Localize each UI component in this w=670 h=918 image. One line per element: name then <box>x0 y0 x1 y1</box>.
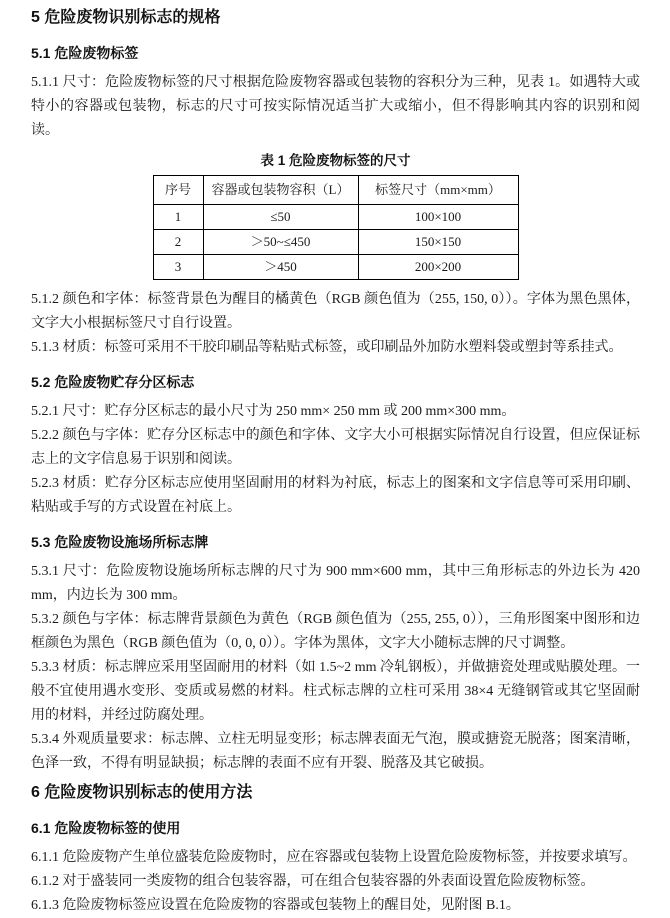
table-cell: 100×100 <box>358 205 518 230</box>
table-cell: ＞50~≤450 <box>203 230 358 255</box>
clause-5-1-3: 5.1.3 材质：标签可采用不干胶印刷品等粘贴式标签，或印刷品外加防水塑料袋或塑封等系挂式。 <box>31 340 623 355</box>
table-header-row <box>153 176 518 205</box>
table-1-caption: 表 1 危险废物标签的尺寸 <box>260 153 411 168</box>
table-cell: 2 <box>153 230 203 255</box>
table-cell: 200×200 <box>358 255 518 280</box>
clause-5-2-3: 5.2.3 材质：贮存分区标志应使用坚固耐用的材料为衬底，标志上的图案和文字信息等可采用印刷、粘贴或手写的方式设置在衬底上。 <box>31 476 640 515</box>
clause-6-1-2: 6.1.2 对于盛装同一类废物的组合包装容器，可在组合包装容器的外表面设置危险废物标签。 <box>31 874 595 889</box>
table-header-volume: 容器或包装物容积（L） <box>203 176 358 205</box>
section-5-3-heading: 5.3 危险废物设施场所标志牌 <box>31 534 209 550</box>
table-cell: 1 <box>153 205 203 230</box>
clause-5-3-3: 5.3.3 材质：标志牌应采用坚固耐用的材料（如 1.5~2 mm 冷轧钢板），并做搪瓷处理或贴膜处理。一般不宜使用遇水变形、变质或易燃的材料。柱式标志牌的立柱可采用 38×4 无缝钢管或其它坚固耐用的材料，并经过防腐处理。 <box>31 660 640 723</box>
clause-5-3-4: 5.3.4 外观质量要求：标志牌、立柱无明显变形；标志牌表面无气泡，膜或搪瓷无脱落；图案清晰，色泽一致，不得有明显缺损；标志牌的表面不应有开裂、脱落及其它破损。 <box>31 732 640 771</box>
clause-5-3-2: 5.3.2 颜色与字体：标志牌背景颜色为黄色（RGB 颜色值为（255, 255, 0）），三角形图案中图形和边框颜色为黑色（RGB 颜色值为（0, 0, 0））。字体为黑体，文字大小随标志牌的尺寸调整。 <box>31 612 640 651</box>
clause-5-2-2: 5.2.2 颜色与字体：贮存分区标志中的颜色和字体、文字大小可根据实际情况自行设置，但应保证标志上的文字信息易于识别和阅读。 <box>31 428 640 467</box>
table-row <box>153 230 518 255</box>
table-cell: 150×150 <box>358 230 518 255</box>
clause-5-2-1: 5.2.1 尺寸：贮存分区标志的最小尺寸为 250 mm× 250 mm 或 200 mm×300 mm。 <box>31 404 516 419</box>
table-row <box>153 205 518 230</box>
section-5-heading: 5 危险废物识别标志的规格 <box>31 9 221 26</box>
table-cell: 3 <box>153 255 203 280</box>
section-6-heading: 6 危险废物识别标志的使用方法 <box>31 784 253 801</box>
table-1 <box>153 175 519 280</box>
clause-5-3-1: 5.3.1 尺寸：危险废物设施场所标志牌的尺寸为 900 mm×600 mm，其中三角形标志的外边长为 420 mm，内边长为 300 mm。 <box>31 564 640 603</box>
table-header-serial: 序号 <box>153 176 203 205</box>
clause-5-1-2: 5.1.2 颜色和字体：标签背景色为醒目的橘黄色（RGB 颜色值为（255, 150, 0））。字体为黑色黑体，文字大小根据标签尺寸自行设置。 <box>31 292 640 331</box>
section-5-2-heading: 5.2 危险废物贮存分区标志 <box>31 374 195 390</box>
clause-6-1-1: 6.1.1 危险废物产生单位盛装危险废物时，应在容器或包装物上设置危险废物标签，并按要求填写。 <box>31 850 637 865</box>
section-6-1-heading: 6.1 危险废物标签的使用 <box>31 820 181 836</box>
table-cell: ＞450 <box>203 255 358 280</box>
clause-6-1-3: 6.1.3 危险废物标签应设置在危险废物的容器或包装物上的醒目处，见附图 B.1。 <box>31 898 520 913</box>
clause-5-1-1: 5.1.1 尺寸：危险废物标签的尺寸根据危险废物容器或包装物的容积分为三种，见表 1。如遇特大或特小的容器或包装物，标志的尺寸可按实际情况适当扩大或缩小，但不得影响其内容的识别和阅读。 <box>31 75 640 138</box>
section-5-1-heading: 5.1 危险废物标签 <box>31 45 139 61</box>
table-row <box>153 255 518 280</box>
table-header-label-size: 标签尺寸（mm×mm） <box>358 176 518 205</box>
table-cell: ≤50 <box>203 205 358 230</box>
